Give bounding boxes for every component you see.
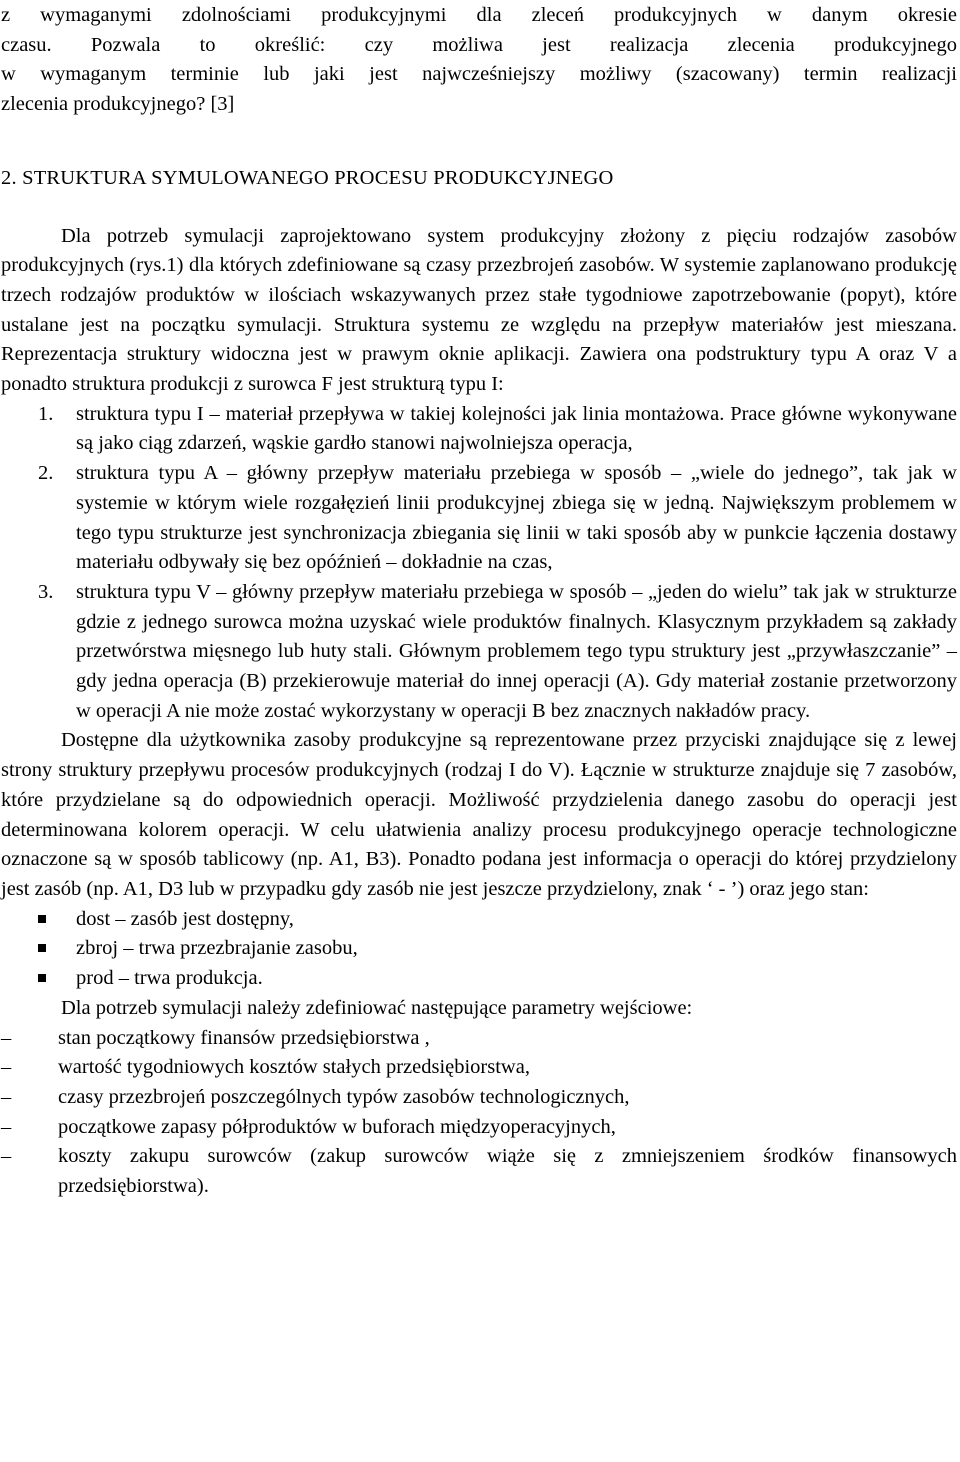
square-bullet-icon [38, 974, 46, 982]
dash-item [0, 1053, 960, 1083]
bullet-item [0, 905, 960, 935]
dash-marker: – [1, 1115, 12, 1138]
body-paragraph: Dla potrzeb symulacji należy zdefiniować następujące parametry wejściowe: [61, 996, 693, 1019]
list-item-text: struktura typu A – główny przepływ materiału przebiega w sposób – „wiele do jednego”, tak jak w systemie w którym wiele rozgałęzień linii produkcyjnej zbiega się w jedną. Największym problemem w tego typu strukturze jest synchronizacja zbiegania się linii w taki sposób aby w punkcie łączenia dostawy materiału odbywały się bez opóźnień – dokładnie na czas, [76, 462, 957, 574]
dash-item [0, 1113, 960, 1143]
dash-item [0, 1142, 960, 1201]
dash-item-text: czasy przezbrojeń poszczególnych typów zasobów technologicznych, [58, 1085, 630, 1108]
list-item [0, 459, 960, 578]
dash-item [0, 1083, 960, 1113]
list-item-text: struktura typu V – główny przepływ materiału przebiega w sposób – „jeden do wielu” tak jak w strukturze gdzie z jednego surowca można uzyskać wiele produktów finalnych. Klasycznym przykładem są zakłady przetwórstwa mięsnego lub huty stali. Głównym problemem tego typu struktury jest „przywłaszczanie” – gdy jedna operacja (B) przekierowuje materiał do innej operacji (A). Gdy materiał zostanie przetworzony w operacji A nie może zostać wykorzystany w operacji B bez znacznych nakładów pracy. [76, 580, 957, 722]
list-item [0, 400, 960, 459]
bullet-item [0, 964, 960, 994]
square-bullet-icon [38, 915, 46, 923]
bullet-item-text: dost – zasób jest dostępny, [76, 907, 294, 930]
list-item-text: struktura typu I – materiał przepływa w takiej kolejności jak linia montażowa. Prace główne wykonywane są jako ciąg zdarzeń, wąskie gardło stanowi najwolniejsza operacja, [76, 402, 957, 455]
dash-item-text: koszty zakupu surowców (zakup surowców wiąże się z zmniejszeniem środków finansowych przedsiębiorstwa). [58, 1145, 957, 1198]
dash-list [0, 1024, 960, 1202]
dash-item-text: wartość tygodniowych kosztów stałych przedsiębiorstwa, [58, 1056, 530, 1079]
list-number: 1. [38, 402, 54, 425]
text-line: w wymaganym terminie lub jaki jest najwcześniejszy możliwy (szacowany) termin realizacji [1, 63, 957, 86]
intro-paragraph [0, 0, 960, 120]
text-line: zlecenia produkcyjnego? [3] [1, 93, 235, 116]
dash-marker: – [1, 1085, 12, 1108]
bullet-list [0, 905, 960, 994]
body-paragraph: Dla potrzeb symulacji zaprojektowano system produkcyjny złożony z pięciu rodzajów zasobów produkcyjnych (rys.1) dla których zdefiniowane są czasy przezbrojeń zasobów. W systemie zaplanowano produkcję trzech rodzajów produktów w ilościach wskazywanych przez stałe tygodniowe zapotrzebowanie (popyt), które ustalane jest na początku symulacji. Struktura systemu ze względu na przepływ materiałów jest mieszana. Reprezentacja struktury widoczna jest w prawym oknie aplikacji. Zawiera ona podstruktury typu A oraz V a ponadto struktura produkcji z surowca F jest strukturą typu I: [1, 224, 957, 396]
section-heading: 2. STRUKTURA SYMULOWANEGO PROCESU PRODUKCYJNEGO [1, 166, 614, 189]
list-number: 3. [38, 580, 54, 603]
dash-marker: – [1, 1026, 12, 1049]
dash-item-text: stan początkowy finansów przedsiębiorstwa , [58, 1026, 430, 1049]
bullet-item-text: zbroj – trwa przezbrajanie zasobu, [76, 937, 358, 960]
dash-marker: – [1, 1056, 12, 1079]
dash-marker: – [1, 1145, 12, 1168]
bullet-item [0, 934, 960, 964]
numbered-list [0, 400, 960, 727]
text-line: czasu. Pozwala to określić: czy możliwa jest realizacja zlecenia produkcyjnego [1, 33, 957, 56]
dash-item-text: początkowe zapasy półproduktów w buforach międzyoperacyjnych, [58, 1115, 616, 1138]
list-item [0, 578, 960, 727]
bullet-item-text: prod – trwa produkcja. [76, 967, 263, 990]
body-paragraph: Dostępne dla użytkownika zasoby produkcyjne są reprezentowane przez przyciski znajdujące się z lewej strony struktury przepływu procesów produkcyjnych (rodzaj I do V). Łącznie w strukturze znajduje się 7 zasobów, które przydzielane są do odpowiednich operacji. Możliwość przydzielenia danego zasobu do operacji jest determinowana kolorem operacji. W celu ułatwienia analizy procesu produkcyjnego operacje technologiczne oznaczone są w sposób tablicowy (np. A1, B3). Ponadto podana jest informacja o operacji do której przydzielony jest zasób (np. A1, D3 lub w przypadku gdy zasób nie jest jeszcze przydzielony, znak ‘ - ’) oraz jego stan: [1, 729, 957, 900]
text-line: z wymaganymi zdolnościami produkcyjnymi dla zleceń produkcyjnych w danym okresie [1, 4, 957, 26]
list-number: 2. [38, 462, 54, 485]
square-bullet-icon [38, 944, 46, 952]
dash-item [0, 1024, 960, 1054]
